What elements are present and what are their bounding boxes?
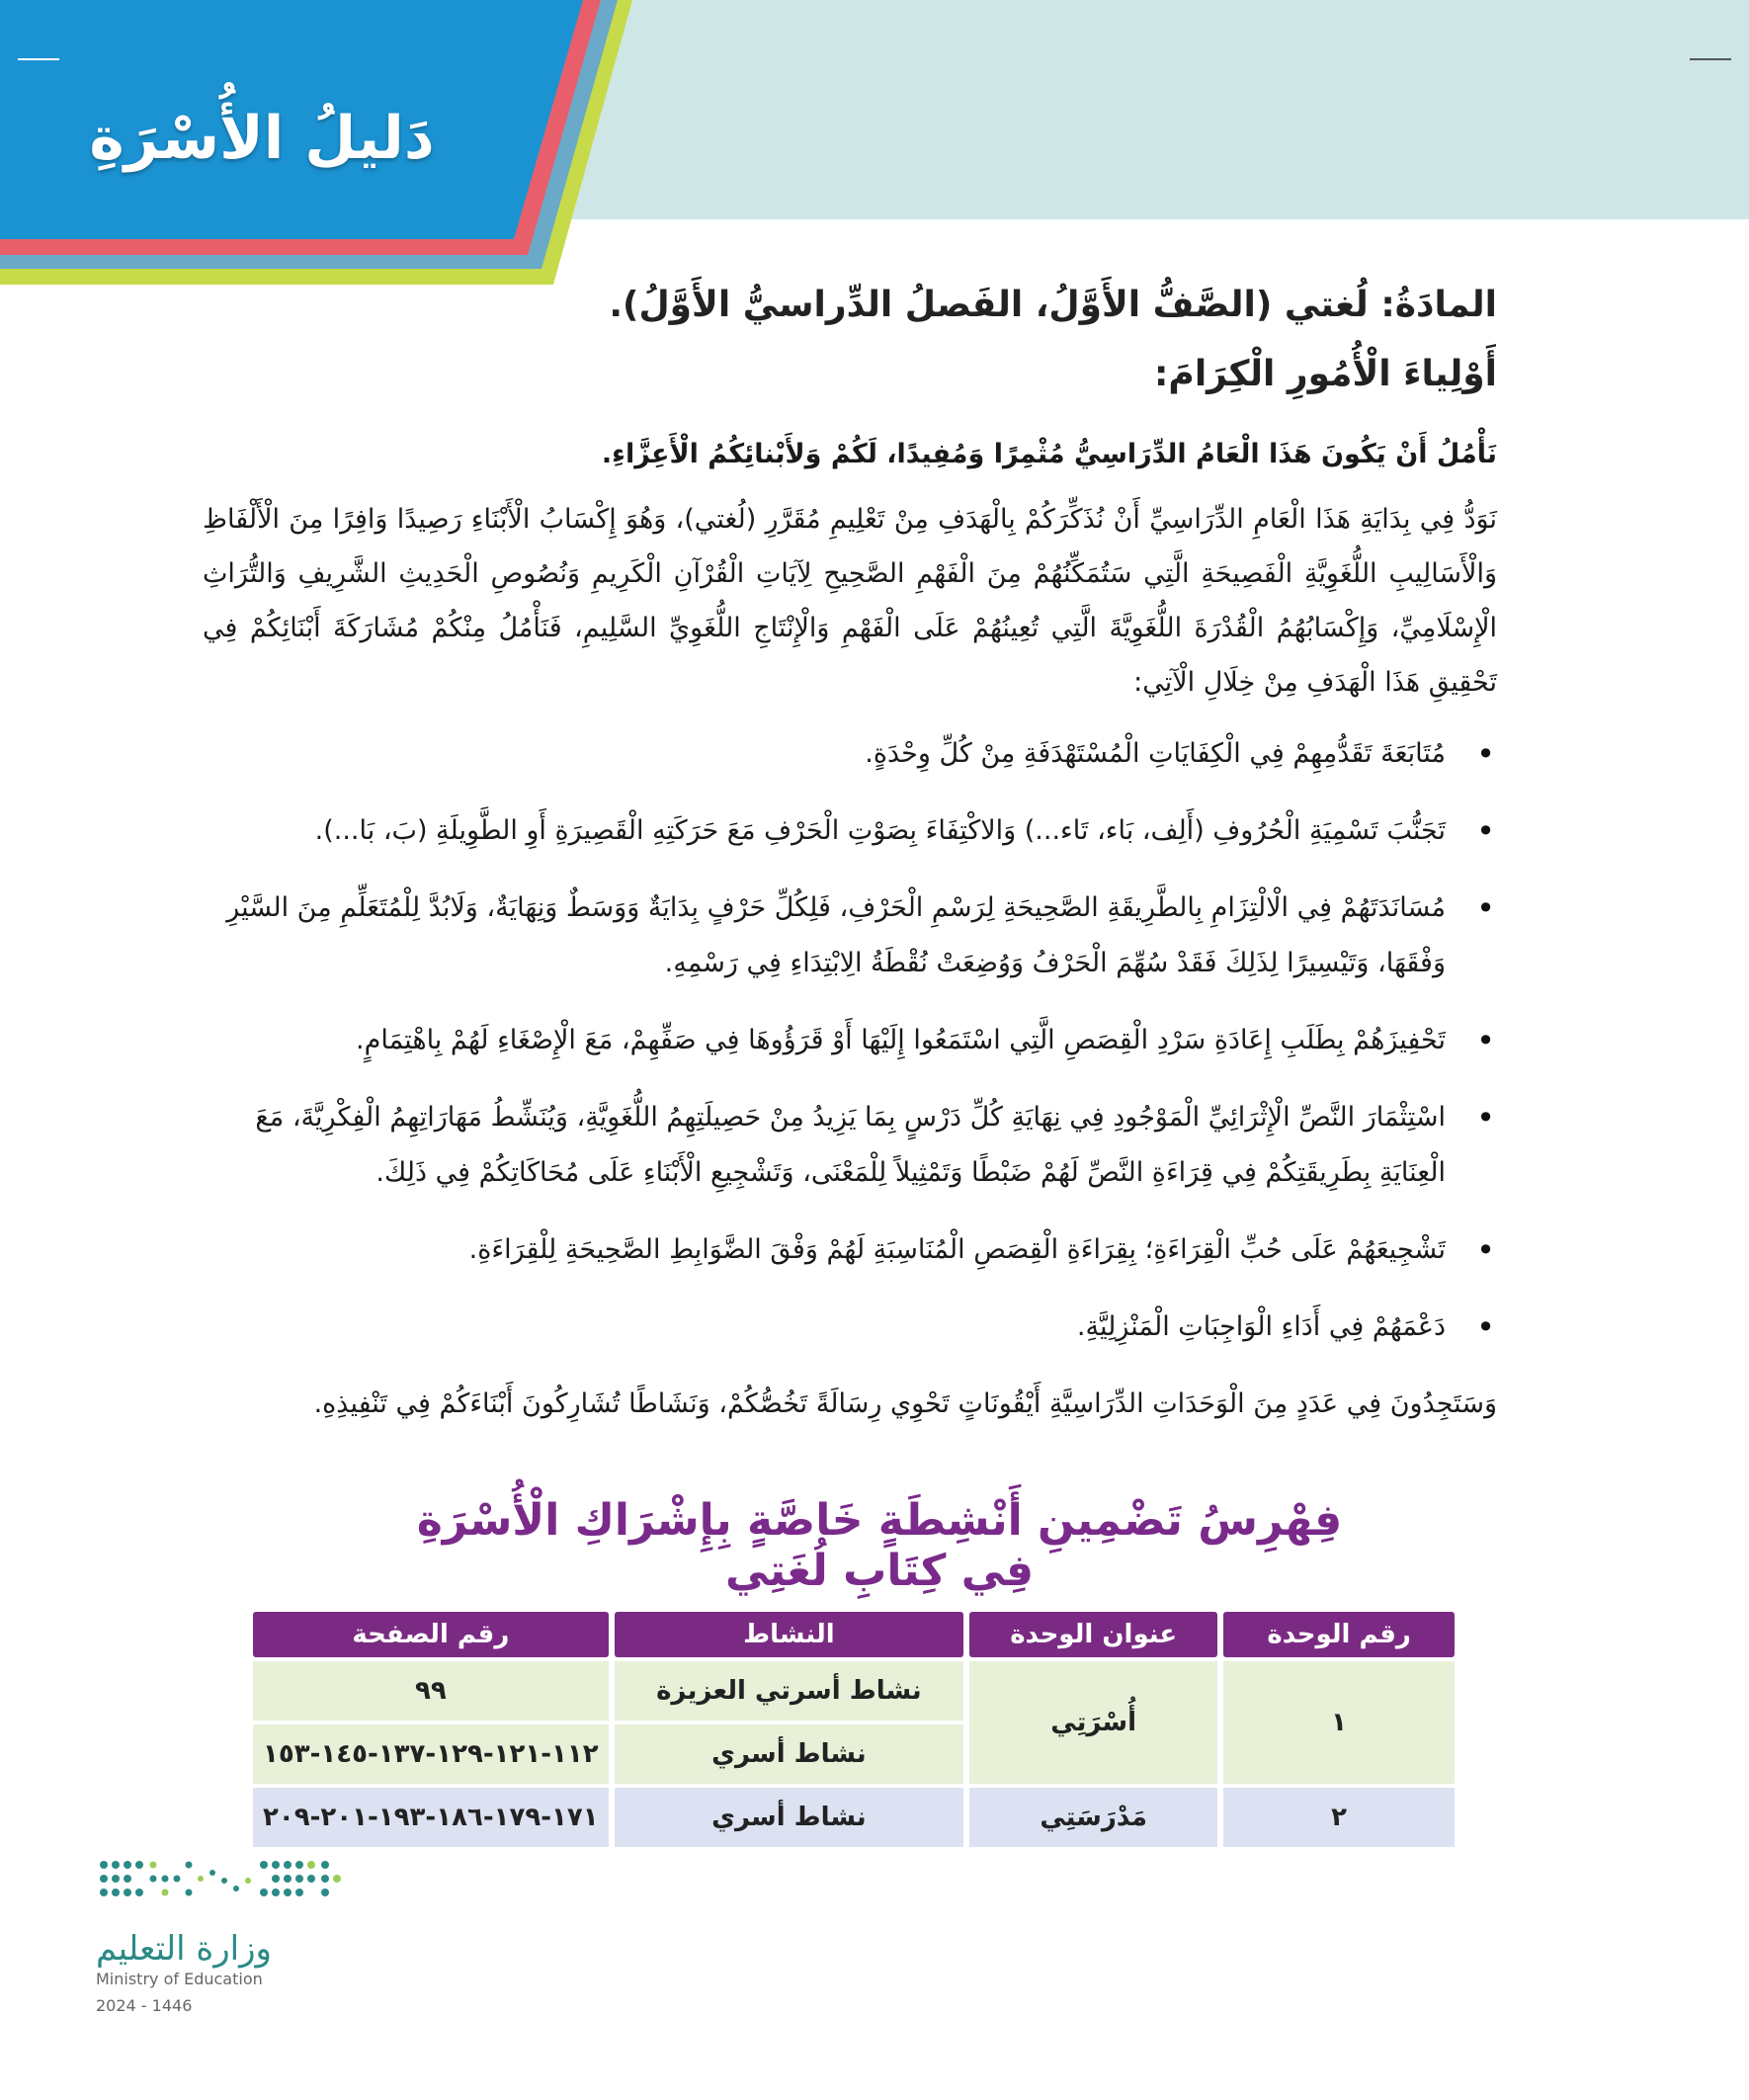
ministry-name-arabic: وزارة التعليم (96, 1929, 272, 1969)
header-activity: النشاط (615, 1612, 963, 1657)
table-row (253, 1788, 1455, 1847)
list-item: • مُتَابَعَةَ تَقَدُّمِهِمْ فِي الْكِفَايَاتِ الْمُسْتَهْدَفَةِ مِنْ كُلِّ وِحْدَةٍ. (203, 726, 1446, 782)
activities-index-table (247, 1608, 1460, 1851)
header-page-number: رقم الصفحة (253, 1612, 609, 1657)
activity-cell: نشاط أسري (615, 1788, 963, 1847)
pages-cell: ١١٢-١٢١-١٢٩-١٣٧-١٤٥-١٥٣ (253, 1724, 609, 1784)
subject-line: المادَةُ: لُغتي (الصَّفُّ الأَوَّلُ، الفَصلُ الدِّراسيُّ الأَوَّلُ). (609, 285, 1497, 325)
page-title: دَليلُ الأُسْرَةِ (89, 104, 435, 173)
edition-year: 2024 - 1446 (96, 1996, 193, 2015)
unit-number-cell: ١ (1223, 1661, 1455, 1784)
wish-line: نَأْمُلُ أَنْ يَكُونَ هَذَا الْعَامُ الدِّرَاسِيُّ مُثْمِرًا وَمُفِيدًا، لَكُمْ وَلأَبْنائِكُمُ الْأَعِزَّاءِ. (601, 439, 1497, 469)
guidance-list (203, 726, 1446, 1377)
pages-cell: ١٧١-١٧٩-١٨٦-١٩٣-٢٠١-٢٠٩ (253, 1788, 609, 1847)
ministry-name-english: Ministry of Education (96, 1970, 263, 1988)
closing-paragraph: وَسَتَجِدُونَ فِي عَدَدٍ مِنَ الْوَحَدَاتِ الدِّرَاسِيَّةِ أَيْقُونَاتٍ تَحْوِي رِسَالَةً تَخُصُّكُمْ، وَنَشَاطًا تُشَارِكُونَ أَبْنَاءَكُمْ فِي تَنْفِيذِهِ. (313, 1388, 1497, 1419)
header-unit-number: رقم الوحدة (1223, 1612, 1455, 1657)
list-item: • تَجَنُّبَ تَسْمِيَةِ الْحُرُوفِ (أَلِف، بَاء، تَاء...) وَالاكْتِفَاءَ بِصَوْتِ الْحَرْفِ مَعَ حَرَكَتِهِ الْقَصِيرَةِ أَوِ الطَّوِيلَةِ (بَ، بَا...). (203, 803, 1446, 859)
list-item: • مُسَانَدَتَهُمْ فِي الْالْتِزَامِ بِالطَّرِيقَةِ الصَّحِيحَةِ لِرَسْمِ الْحَرْفِ، فَلِكُلِّ حَرْفٍ بِدَايَةٌ وَوَسَطٌ وَنِهَايَةٌ، وَلَابُدَّ لِلْمُتَعَلِّمِ مِنَ السَّيْرِ وَفْقَهَا، وَتَيْسِيرًا لِذَلِكَ فَقَدْ سُهِّمَ الْحَرْفُ وَوُضِعَتْ نُقْطَةُ الِابْتِدَاءِ فِي رَسْمِهِ. (203, 881, 1446, 991)
pages-cell: ٩٩ (253, 1661, 609, 1721)
unit-title-cell: أُسْرَتِي (969, 1661, 1217, 1784)
activity-cell: نشاط أسري (615, 1724, 963, 1784)
ministry-logo-icon (94, 1853, 351, 1922)
header-unit-title: عنوان الوحدة (969, 1612, 1217, 1657)
list-item: • تَشْجِيعَهُمْ عَلَى حُبِّ الْقِرَاءَةِ؛ بِقِرَاءَةِ الْقِصَصِ الْمُنَاسِبَةِ لَهُمْ وَفْقَ الضَّوَابِطِ الصَّحِيحَةِ لِلْقِرَاءَةِ. (203, 1222, 1446, 1278)
activity-cell: نشاط أسرتي العزيزة (615, 1661, 963, 1721)
list-item: • تَحْفِيزَهُمْ بِطَلَبِ إِعَادَةِ سَرْدِ الْقِصَصِ الَّتِي اسْتَمَعُوا إِلَيْهَا أَوْ قَرَؤُوهَا فِي صَفِّهِمْ، مَعَ الْإِصْغَاءِ لَهُمْ بِاهْتِمَامٍ. (203, 1013, 1446, 1068)
address-line: أَوْلِياءَ الْأُمُورِ الْكِرَامَ: (1154, 354, 1497, 394)
unit-title-cell: مَدْرَسَتِي (969, 1788, 1217, 1847)
list-item: • دَعْمَهُمْ فِي أَدَاءِ الْوَاجِبَاتِ الْمَنْزِلِيَّةِ. (203, 1300, 1446, 1355)
index-title: فِهْرِسُ تَضْمِينِ أَنْشِطَةٍ خَاصَّةٍ بِإِشْرَاكِ الْأُسْرَةِ فِي كِتَابِ لُغَتِي (416, 1495, 1343, 1596)
intro-paragraph: نَوَدُّ فِي بِدَايَةِ هَذَا الْعَامِ الدِّرَاسِيِّ أَنْ نُذَكِّرَكُمْ بِالْهَدَفِ مِنْ تَعْلِيمِ مُقَرَّرِ (لُغتي)، وَهُوَ إِكْسَابُ الْأَبْنَاءِ رَصِيدًا وَافِرًا مِنَ الْأَلْفَاظِ وَالْأَسَالِيبِ اللُّغَوِيَّةِ الْفَصِيحَةِ الَّتِي سَتُمَكِّنُهُمْ مِنَ الْفَهْمِ الصَّحِيحِ لِآيَاتِ الْقُرْآنِ الْكَرِيمِ وَنُصُوصِ الْحَدِيثِ الشَّرِيفِ وَالتُّرَاثِ الْإِسْلَامِيِّ، وَإِكْسَابُهُمُ الْقُدْرَةَ اللُّغَوِيَّةَ الَّتِي تُعِينُهُمْ عَلَى الْفَهْمِ وَالْإِنْتَاجِ اللُّغَوِيِّ السَّلِيمِ، فَنَأْمُلُ مِنْكُمْ مُشَارَكَةَ أَبْنَائِكُمْ فِي تَحْقِيقِ هَذَا الْهَدَفِ مِنْ خِلَالِ الْآتِي: (203, 504, 1497, 698)
list-item: • اسْتِثْمَارَ النَّصِّ الْإِثْرَائِيِّ الْمَوْجُودِ فِي نِهَايَةِ كُلِّ دَرْسٍ بِمَا يَزِيدُ مِنْ حَصِيلَتِهِمُ اللُّغَوِيَّةِ، وَيُنَشِّطُ مَهَارَاتِهِمُ الْفِكْرِيَّةَ، مَعَ الْعِنَايَةِ بِطَرِيقَتِكُمْ فِي قِرَاءَةِ النَّصِّ لَهُمْ ضَبْطًا وَتَمْثِيلاً لِلْمَعْنَى، وَتَشْجِيعِ الْأَبْنَاءِ عَلَى مُحَاكَاتِكُمْ فِي ذَلِكَ. (203, 1090, 1446, 1201)
unit-number-cell: ٢ (1223, 1788, 1455, 1847)
table-row (253, 1661, 1455, 1721)
